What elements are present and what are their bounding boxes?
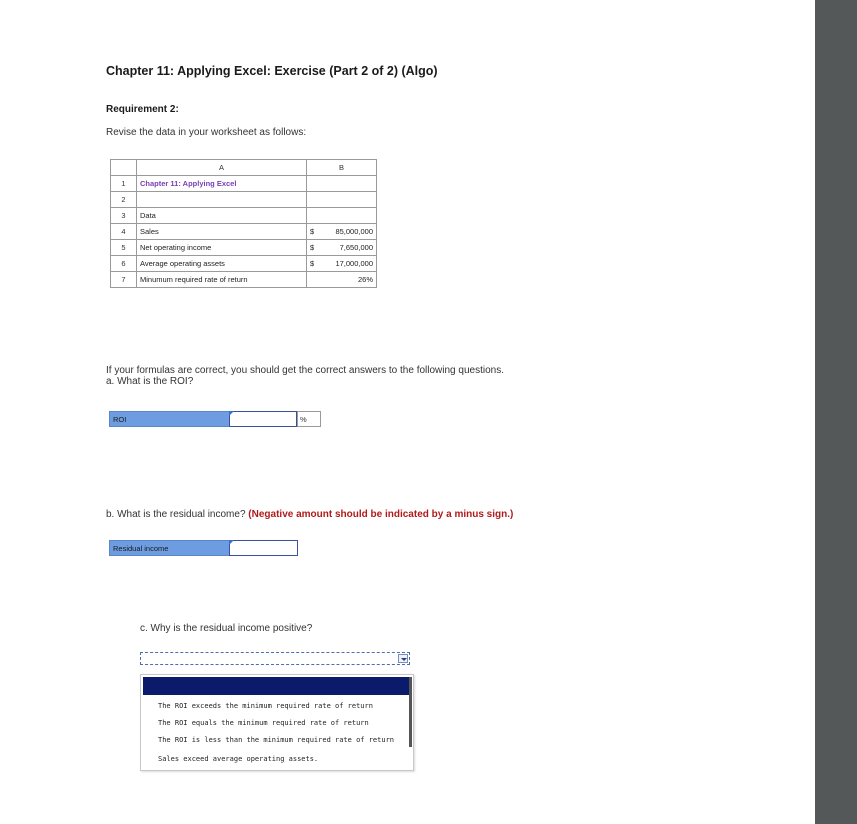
- row-number: 4: [111, 224, 137, 240]
- dropdown-scrollbar[interactable]: [409, 677, 412, 747]
- cell-b: [307, 176, 377, 192]
- cell-b: [307, 256, 377, 272]
- dropdown-option-blank-highlighted[interactable]: [143, 677, 409, 695]
- column-header-b: B: [307, 160, 377, 176]
- cell-value: 85,000,000: [335, 227, 373, 236]
- row-number: 3: [111, 208, 137, 224]
- cell-b: 26%: [307, 272, 377, 288]
- questions-intro: [106, 365, 504, 387]
- row-number: 5: [111, 240, 137, 256]
- requirement-heading: Requirement 2:: [106, 104, 179, 115]
- cell-a: Chapter 11: Applying Excel: [137, 176, 307, 192]
- instruction-text: Revise the data in your worksheet as follows:: [106, 127, 307, 138]
- dropdown-option[interactable]: The ROI equals the minimum required rate of return: [158, 719, 369, 727]
- dropdown-list: [140, 674, 414, 771]
- row-number: 6: [111, 256, 137, 272]
- row-number: 7: [111, 272, 137, 288]
- flag-icon: [229, 411, 234, 416]
- currency-symbol: $: [310, 259, 315, 268]
- roi-label: ROI: [109, 411, 230, 427]
- chevron-down-icon[interactable]: [398, 654, 408, 663]
- roi-input[interactable]: [229, 411, 297, 427]
- column-header-a: A: [137, 160, 307, 176]
- worksheet-header-row: [111, 160, 377, 176]
- right-gray-panel: [815, 0, 857, 824]
- cell-value: 17,000,000: [335, 259, 373, 268]
- worksheet-row: [111, 224, 377, 240]
- cell-b: [307, 208, 377, 224]
- cell-b: [307, 192, 377, 208]
- worksheet-row: [111, 208, 377, 224]
- cell-b: [307, 224, 377, 240]
- cell-a: Net operating income: [137, 240, 307, 256]
- reason-dropdown[interactable]: [140, 652, 410, 665]
- question-c: c. Why is the residual income positive?: [140, 623, 313, 634]
- cell-b: [307, 240, 377, 256]
- question-a: a. What is the ROI?: [106, 376, 194, 387]
- worksheet-table: [110, 159, 377, 288]
- dropdown-option[interactable]: The ROI exceeds the minimum required rate of return: [158, 702, 373, 710]
- cell-a: Data: [137, 208, 307, 224]
- dropdown-option[interactable]: The ROI is less than the minimum required rate of return: [158, 736, 395, 744]
- cell-a: Minumum required rate of return: [137, 272, 307, 288]
- worksheet-row: [111, 272, 377, 288]
- question-b-note: (Negative amount should be indicated by a minus sign.): [248, 509, 514, 520]
- currency-symbol: $: [310, 227, 315, 236]
- question-b-text: b. What is the residual income?: [106, 509, 246, 520]
- worksheet-row: [111, 176, 377, 192]
- residual-income-label: Residual income: [109, 540, 230, 556]
- questions-intro-line: If your formulas are correct, you should get the correct answers to the following questions.: [106, 365, 504, 376]
- worksheet-row: [111, 256, 377, 272]
- residual-income-input[interactable]: [229, 540, 298, 556]
- corner-cell: [111, 160, 137, 176]
- cell-a: Sales: [137, 224, 307, 240]
- page-title: Chapter 11: Applying Excel: Exercise (Part 2 of 2) (Algo): [106, 64, 438, 78]
- currency-symbol: $: [310, 243, 315, 252]
- percent-unit: %: [297, 411, 321, 427]
- cell-a: [137, 192, 307, 208]
- row-number: 2: [111, 192, 137, 208]
- worksheet-row: [111, 192, 377, 208]
- question-b: [106, 509, 513, 520]
- cell-a: Average operating assets: [137, 256, 307, 272]
- flag-icon: [229, 540, 234, 545]
- dropdown-option[interactable]: Sales exceed average operating assets.: [158, 755, 319, 763]
- row-number: 1: [111, 176, 137, 192]
- worksheet-row: [111, 240, 377, 256]
- cell-value: 7,650,000: [339, 243, 373, 252]
